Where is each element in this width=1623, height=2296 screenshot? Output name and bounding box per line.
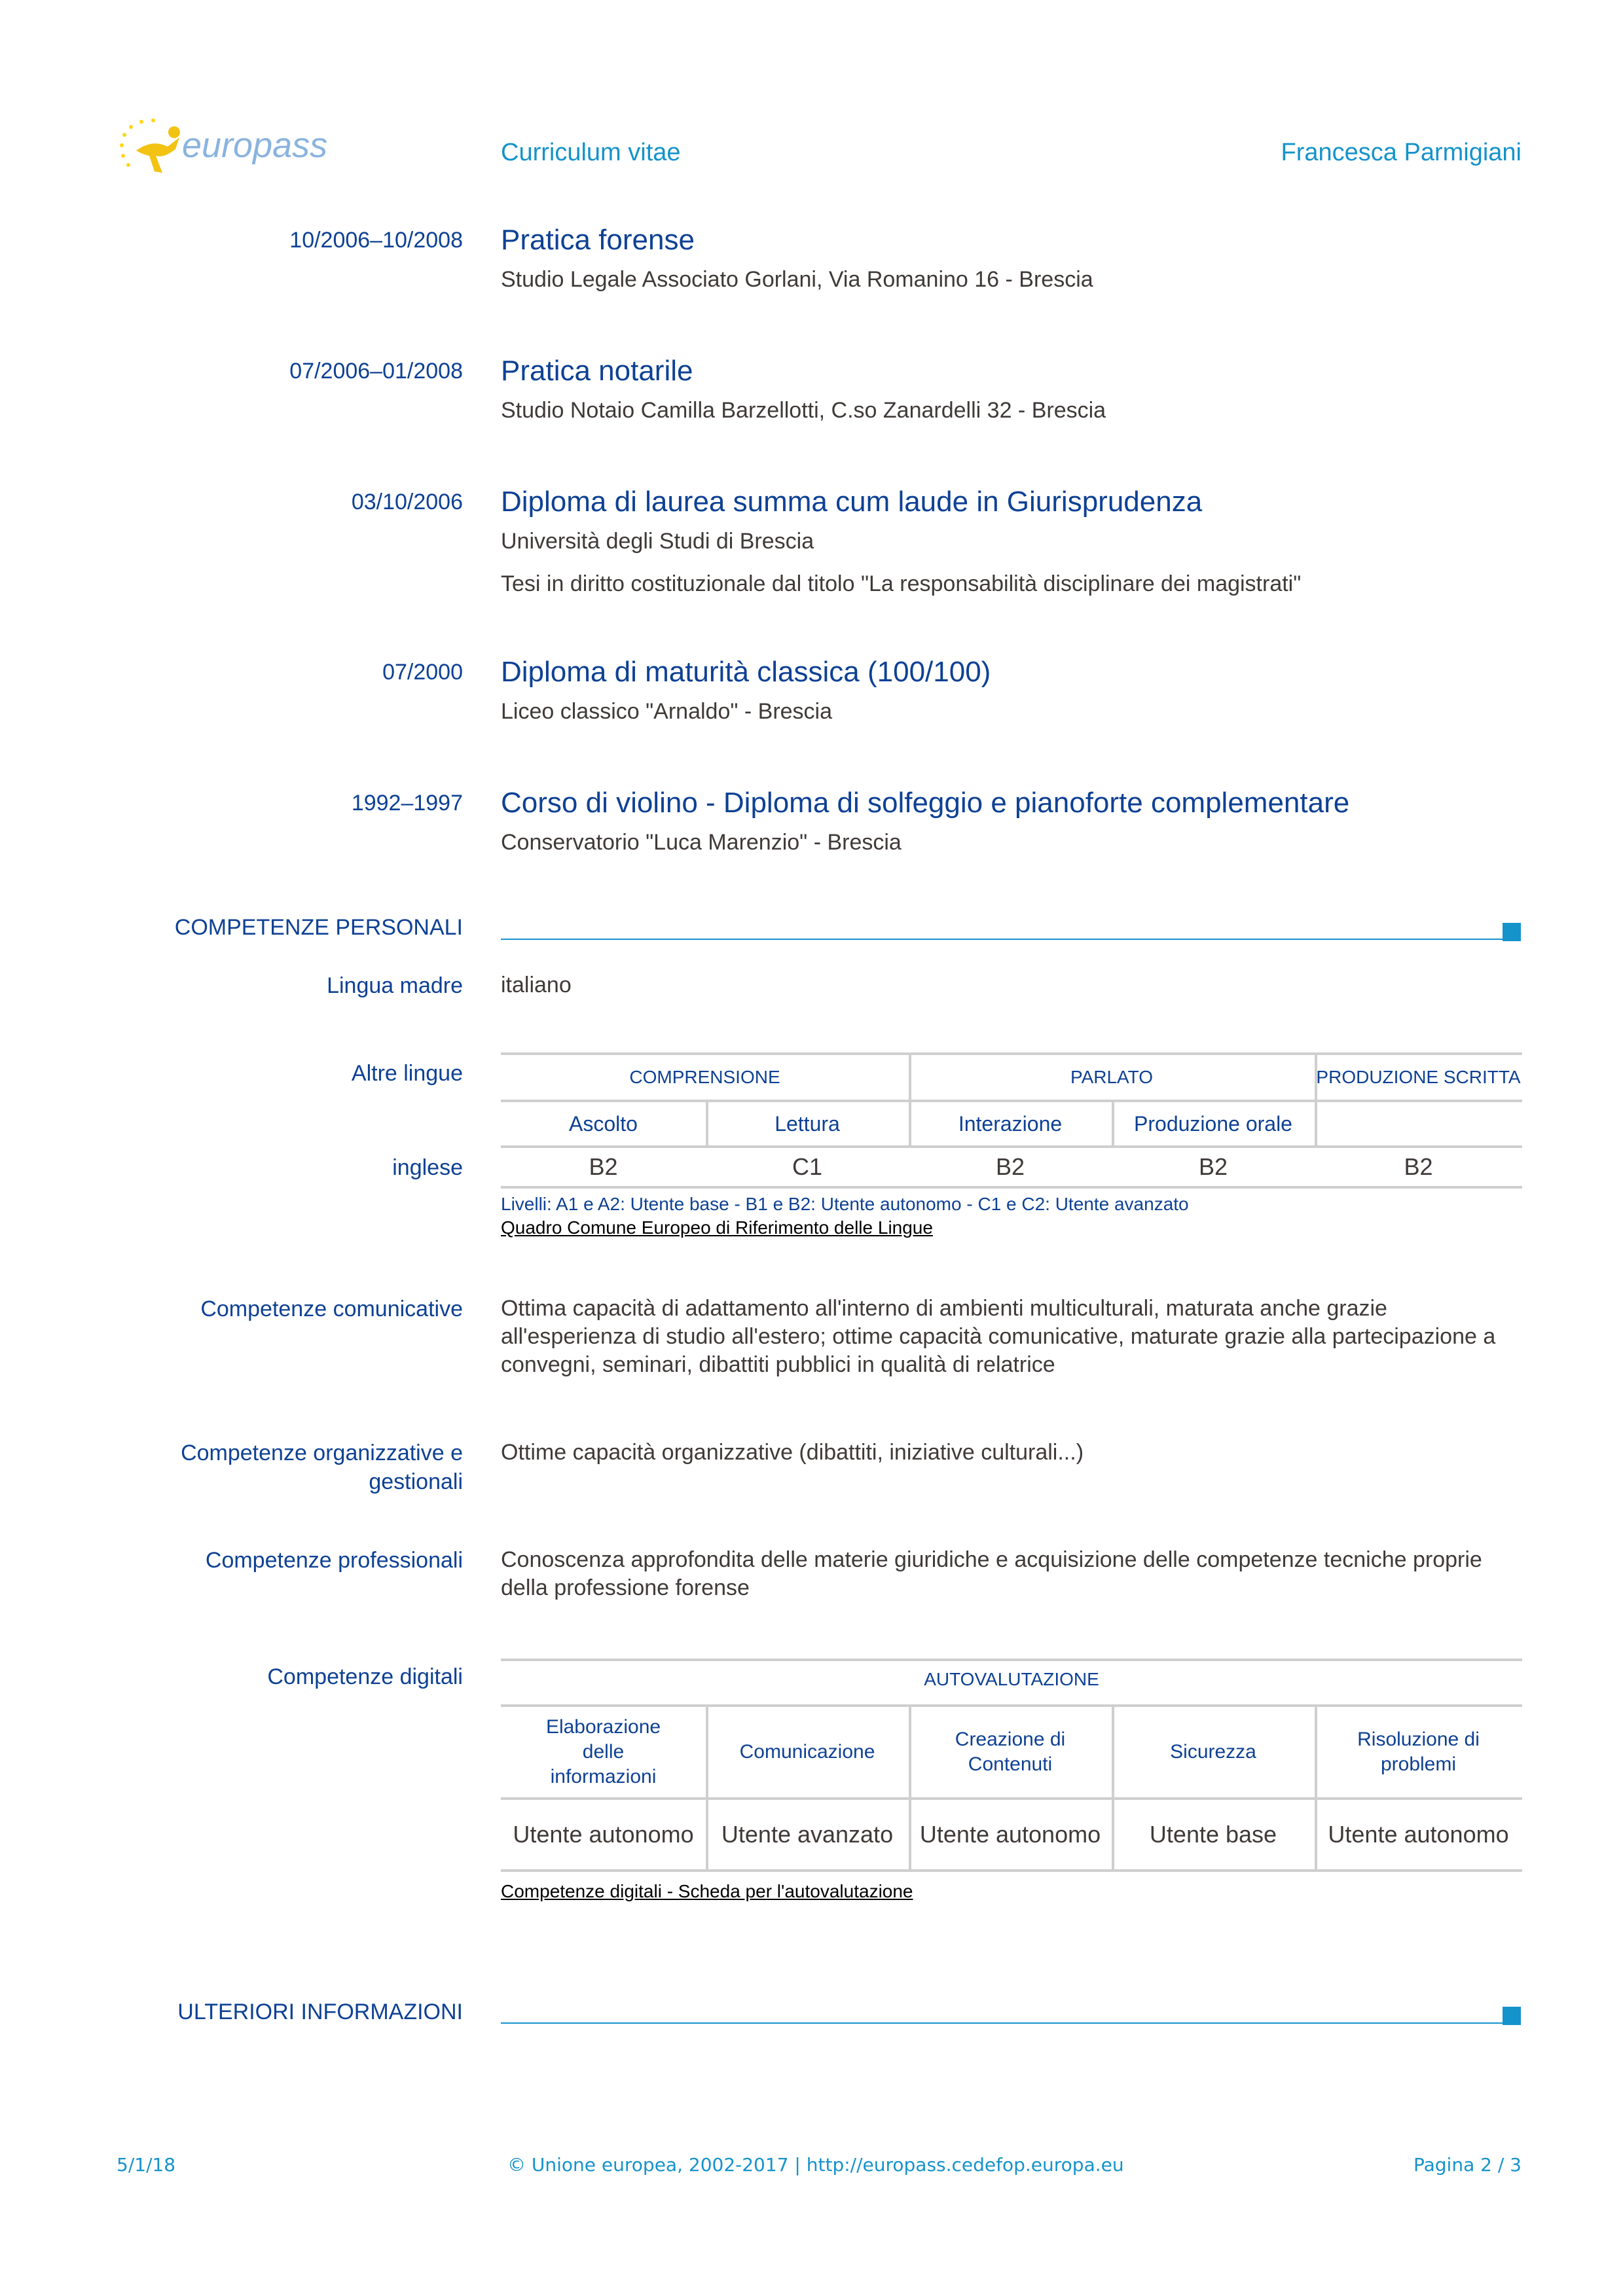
entry-date: 10/2006–10/2008 — [289, 228, 463, 253]
communicative-text: Ottima capacità di adattamento all'interno di ambienti multiculturali, maturata anche grazie all'esperienza di studio all'estero; ottime capacità comunicative, maturate grazie alla partecipazione a convegni, seminari, dibattiti pubblici in qualità di relatrice — [501, 1296, 1496, 1377]
section-title-further: ULTERIORI INFORMAZIONI — [177, 2000, 463, 2024]
organizational-label: Competenze organizzative e gestionali — [181, 1441, 463, 1494]
section-rule — [501, 939, 1503, 940]
language-table-header — [501, 1055, 1522, 1100]
digital-level: Utente base — [1149, 1821, 1277, 1848]
entry-line: Studio Legale Associato Gorlani, Via Romanino 16 - Brescia — [501, 267, 1093, 292]
lang-subheader: Ascolto — [569, 1111, 638, 1136]
lang-subheader: Interazione — [958, 1111, 1063, 1136]
candidate-name: Francesca Parmigiani — [1281, 139, 1522, 166]
digital-level: Utente avanzato — [721, 1821, 894, 1848]
svg-text:europass: europass — [182, 126, 328, 165]
communicative-label: Competenze comunicative — [200, 1297, 463, 1321]
entry-line: Liceo classico "Arnaldo" - Brescia — [501, 699, 833, 724]
lang-header: COMPRENSIONE — [629, 1067, 780, 1087]
digital-selfassessment-link[interactable]: Competenze digitali - Scheda per l'autovalutazione — [501, 1881, 913, 1901]
entry-date: 03/10/2006 — [351, 490, 463, 514]
entry-title: Diploma di laurea summa cum laude in Giurisprudenza — [501, 486, 1203, 518]
cv-title: Curriculum vitae — [501, 139, 681, 166]
digital-header: AUTOVALUTAZIONE — [924, 1669, 1099, 1689]
europass-logo-icon — [117, 113, 339, 185]
entry-date: 07/2006–01/2008 — [289, 359, 463, 384]
section-rule — [501, 2022, 1503, 2024]
digital-table-columns — [501, 1707, 1522, 1797]
entry-line: Studio Notaio Camilla Barzellotti, C.so Zanardelli 32 - Brescia — [501, 398, 1106, 423]
table-rule — [501, 1659, 1522, 1661]
entry-title: Pratica forense — [501, 224, 695, 256]
digital-level: Utente autonomo — [1328, 1821, 1509, 1848]
lang-level: B2 — [1198, 1153, 1228, 1180]
cefr-link[interactable]: Quadro Comune Europeo di Riferimento delle Lingue — [501, 1217, 933, 1238]
entry-title: Pratica notarile — [501, 355, 693, 387]
lang-level: C1 — [792, 1153, 823, 1180]
digital-column: Risoluzione di problemi — [1357, 1729, 1480, 1775]
entry-line: Università degli Studi di Brescia — [501, 529, 814, 554]
mother-tongue: italiano — [501, 973, 572, 997]
footer-date: 5/1/18 — [117, 2154, 176, 2176]
lang-header: PARLATO — [1070, 1067, 1154, 1087]
section-marker — [1503, 923, 1521, 941]
digital-table-levels — [501, 1800, 1522, 1869]
entry-line: Tesi in diritto costituzionale dal titolo "La responsabilità disciplinare dei magistrati" — [501, 571, 1302, 596]
organizational-text: Ottime capacità organizzative (dibattiti, iniziative culturali...) — [501, 1440, 1084, 1465]
table-rule — [501, 1186, 1522, 1189]
entry-date: 07/2000 — [382, 660, 463, 685]
language-table-levels — [501, 1148, 1522, 1186]
digital-column: Creazione di Contenuti — [955, 1729, 1066, 1775]
entry-line: Conservatorio "Luca Marenzio" - Brescia — [501, 830, 902, 855]
lang-level: B2 — [1404, 1153, 1433, 1180]
digital-level: Utente autonomo — [919, 1821, 1101, 1848]
footer-copyright[interactable]: © Unione europea, 2002-2017 | http://europass.cedefop.europa.eu — [507, 2154, 1124, 2176]
language-name: inglese — [392, 1155, 463, 1180]
language-table-subheader — [501, 1102, 1522, 1145]
digital-level: Utente autonomo — [513, 1821, 694, 1848]
table-rule — [501, 1869, 1522, 1872]
mother-tongue-label: Lingua madre — [327, 973, 463, 998]
europass-logo — [117, 113, 339, 185]
other-languages-label: Altre lingue — [351, 1061, 463, 1086]
lang-subheader: Lettura — [775, 1111, 840, 1136]
levels-note: Livelli: A1 e A2: Utente base - B1 e B2: Utente autonomo - C1 e C2: Utente avanzato — [501, 1194, 1189, 1214]
digital-column: Sicurezza — [1170, 1741, 1256, 1763]
digital-label: Competenze digitali — [267, 1664, 463, 1689]
lang-level: B2 — [589, 1153, 618, 1180]
footer-page: Pagina 2 / 3 — [1413, 2154, 1522, 2176]
entry-date: 1992–1997 — [351, 791, 463, 816]
entry-title: Diploma di maturità classica (100/100) — [501, 656, 991, 688]
digital-column: Elaborazione delle informazioni — [545, 1716, 661, 1787]
lang-header: PRODUZIONE SCRITTA — [1316, 1067, 1521, 1087]
professional-text: Conoscenza approfondita delle materie giuridiche e acquisizione delle competenze tecniche proprie della professione forense — [501, 1547, 1482, 1600]
section-marker — [1503, 2007, 1521, 2025]
lang-subheader: Produzione orale — [1134, 1111, 1292, 1136]
entry-title: Corso di violino - Diploma di solfeggio e pianoforte complementare — [501, 787, 1350, 819]
digital-column: Comunicazione — [739, 1741, 875, 1763]
professional-label: Competenze professionali — [205, 1548, 463, 1573]
section-title-personal: COMPETENZE PERSONALI — [174, 915, 463, 940]
lang-level: B2 — [995, 1153, 1025, 1180]
